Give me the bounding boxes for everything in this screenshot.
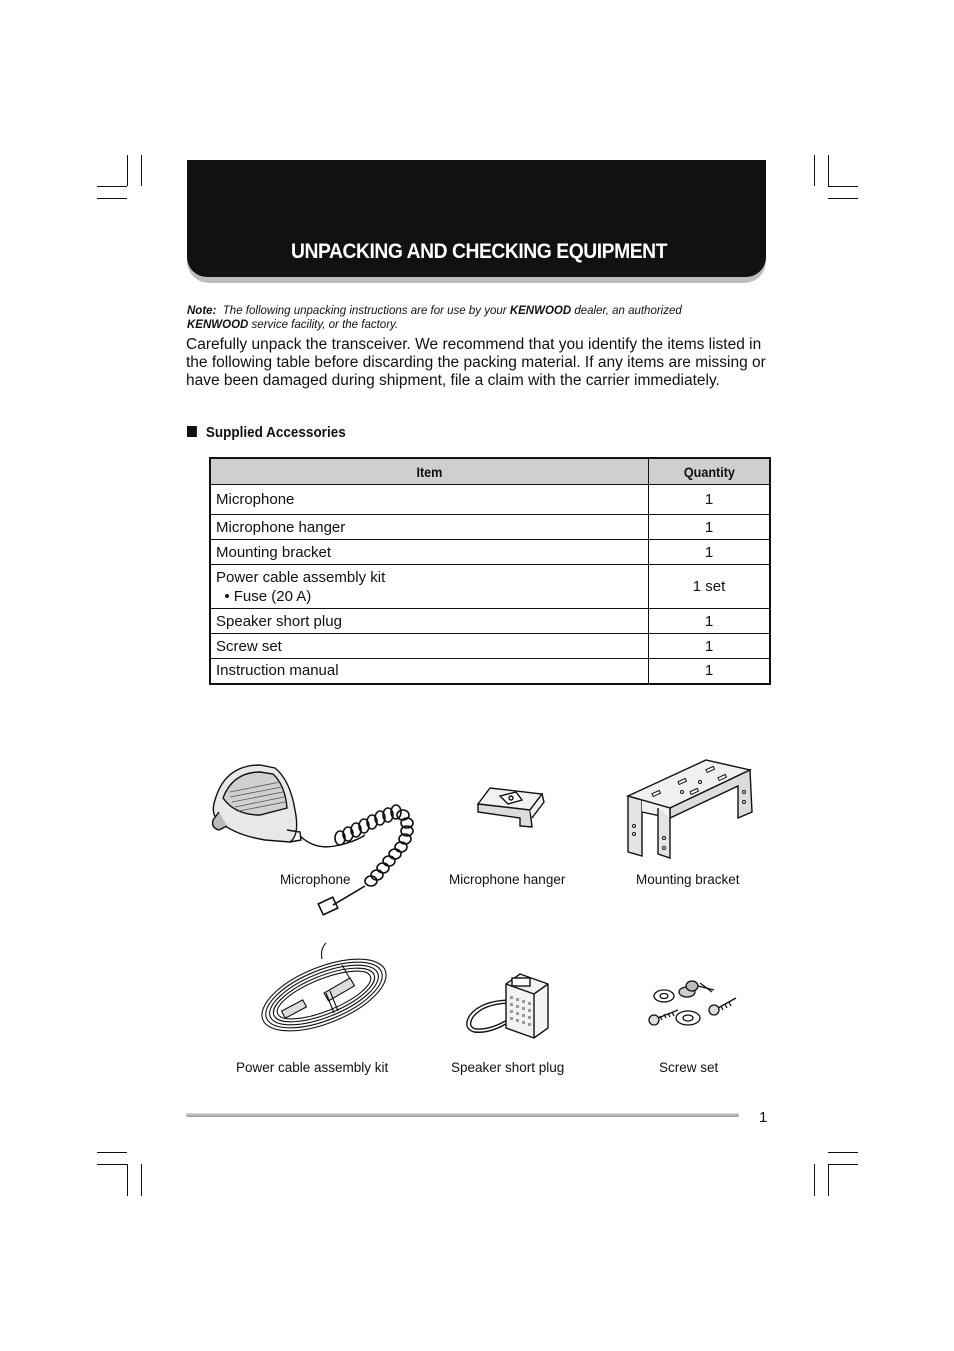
quantity-cell: 1: [649, 515, 770, 540]
square-bullet-icon: [187, 426, 197, 437]
item-cell: Microphone hanger: [210, 515, 649, 540]
table-row: [210, 609, 770, 634]
crop-mark: [141, 1164, 142, 1196]
column-header-quantity: Quantity: [649, 458, 770, 485]
item-subitem: • Fuse (20 A): [224, 587, 312, 605]
note-text: service facility, or the factory.: [251, 319, 399, 331]
page-title: UNPACKING AND CHECKING EQUIPMENT: [291, 240, 667, 263]
footer-rule: [186, 1113, 739, 1117]
microphone-hanger-illustration: [470, 782, 555, 832]
crop-mark: [828, 1164, 829, 1196]
speaker-plug-illustration: [462, 970, 552, 1040]
item-cell: Microphone: [210, 485, 649, 515]
brand-name: KENWOOD: [187, 319, 249, 331]
dealer-note: [187, 304, 757, 332]
figure-caption: Speaker short plug: [451, 1060, 565, 1075]
quantity-cell: 1: [649, 485, 770, 515]
brand-name: KENWOOD: [509, 305, 572, 317]
table-row: [210, 565, 770, 609]
quantity-cell: 1: [649, 609, 770, 634]
note-text: The following unpacking instructions are for use by your: [222, 305, 507, 317]
crop-mark: [97, 198, 127, 199]
mounting-bracket-illustration: [622, 756, 757, 861]
figure-caption: Screw set: [659, 1060, 719, 1075]
crop-mark: [828, 1152, 858, 1153]
item-name: Power cable assembly kit: [216, 568, 386, 586]
section-heading-text: Supplied Accessories: [205, 424, 346, 441]
section-heading: [187, 424, 346, 441]
crop-mark: [127, 155, 128, 186]
quantity-cell: 1: [649, 659, 770, 684]
crop-mark: [97, 1152, 127, 1153]
figure-caption: Power cable assembly kit: [236, 1060, 389, 1075]
microphone-illustration: [205, 760, 425, 920]
table-header-row: [210, 458, 770, 485]
accessories-table: [209, 457, 771, 685]
item-cell: [210, 565, 649, 609]
crop-mark: [814, 155, 815, 186]
table-row: [210, 485, 770, 515]
power-cable-illustration: [252, 935, 394, 1040]
page-number: 1: [759, 1109, 768, 1126]
figure-caption: Mounting bracket: [636, 872, 740, 887]
screw-set-illustration: [642, 972, 740, 1034]
item-cell: Screw set: [210, 634, 649, 659]
crop-mark: [828, 155, 829, 186]
crop-mark: [97, 1164, 127, 1165]
figure-caption: Microphone hanger: [449, 872, 566, 887]
note-label: Note:: [187, 305, 217, 317]
table-row: [210, 659, 770, 684]
item-cell: Speaker short plug: [210, 609, 649, 634]
quantity-cell: 1: [649, 540, 770, 565]
intro-paragraph: Carefully unpack the transceiver. We recommend that you identify the items listed in the following table before discarding the packing material. If any items are missing or have been damaged during shipment, file a claim with the carrier immediately.: [186, 336, 766, 389]
item-cell: Mounting bracket: [210, 540, 649, 565]
crop-mark: [141, 155, 142, 186]
column-header-item: Item: [210, 458, 649, 485]
quantity-cell: 1: [649, 634, 770, 659]
crop-mark: [127, 1164, 128, 1196]
table-row: [210, 515, 770, 540]
table-row: [210, 540, 770, 565]
note-text: dealer, an authorized: [574, 305, 682, 317]
figure-caption: Microphone: [280, 872, 351, 887]
crop-mark: [828, 1164, 858, 1165]
crop-mark: [828, 198, 858, 199]
crop-mark: [814, 1164, 815, 1196]
quantity-cell: 1 set: [649, 565, 770, 609]
item-cell: Instruction manual: [210, 659, 649, 684]
table-row: [210, 634, 770, 659]
crop-mark: [828, 186, 858, 187]
crop-mark: [97, 186, 127, 187]
